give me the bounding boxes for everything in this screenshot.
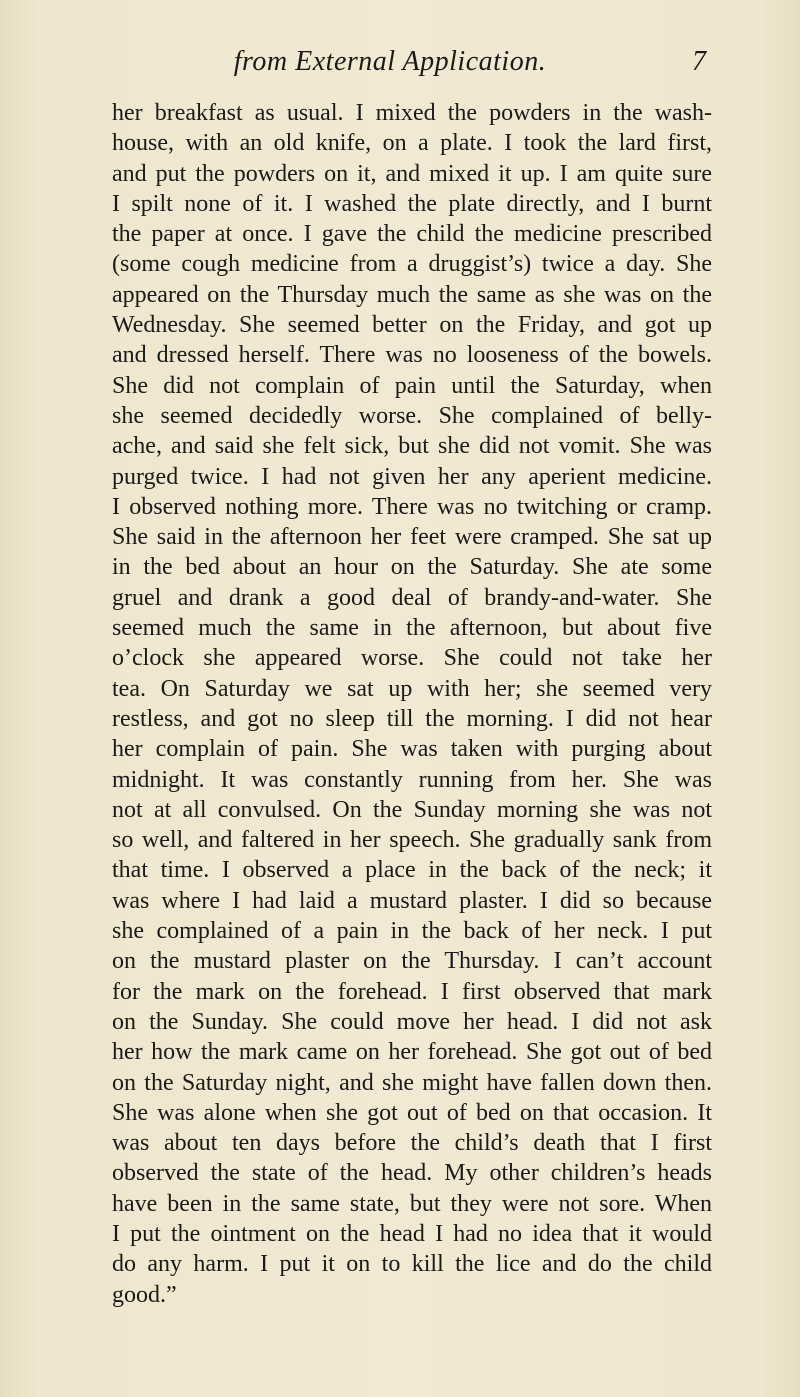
text-line: not at all convulsed. On the Sunday morning she was not xyxy=(112,796,712,823)
text-line: have been in the same state, but they were not sore. When xyxy=(112,1190,712,1217)
text-line: the paper at once. I gave the child the medicine prescribed xyxy=(112,221,712,248)
text-line: was about ten days before the child’s death that I first xyxy=(112,1130,712,1157)
text-line: I observed nothing more. There was no twitching or cramp. xyxy=(112,493,712,520)
text-line: she complained of a pain in the back of her neck. I put xyxy=(112,918,712,945)
text-line: on the Saturday night, and she might have fallen down then. xyxy=(112,1069,712,1096)
text-line: and dressed herself. There was no looseness of the bowels. xyxy=(112,342,712,369)
text-line: on the Sunday. She could move her head. I did not ask xyxy=(112,1008,712,1035)
text-line: observed the state of the head. My other children’s heads xyxy=(112,1160,712,1187)
body-paragraph xyxy=(112,98,712,1310)
text-line: She said in the afternoon her feet were cramped. She sat up xyxy=(112,524,712,551)
text-line: She did not complain of pain until the Saturday, when xyxy=(112,372,712,399)
text-line: do any harm. I put it on to kill the lice and do the child xyxy=(112,1251,712,1278)
text-line: was where I had laid a mustard plaster. I did so because xyxy=(112,887,712,914)
text-line: ache, and said she felt sick, but she did not vomit. She was xyxy=(112,433,712,460)
text-line: I spilt none of it. I washed the plate directly, and I burnt xyxy=(112,190,712,217)
text-line: purged twice. I had not given her any aperient medicine. xyxy=(112,463,712,490)
page-header xyxy=(110,46,706,86)
text-line: and put the powders on it, and mixed it up. I am quite sure xyxy=(112,160,712,187)
text-line: gruel and drank a good deal of brandy-and-water. She xyxy=(112,584,712,611)
text-line: so well, and faltered in her speech. She gradually sank from xyxy=(112,827,712,854)
text-line: her breakfast as usual. I mixed the powders in the wash- xyxy=(112,100,712,126)
text-line: (some cough medicine from a druggist’s) twice a day. She xyxy=(112,251,712,278)
text-line: house, with an old knife, on a plate. I took the lard first, xyxy=(112,130,712,157)
text-line: appeared on the Thursday much the same as she was on the xyxy=(112,281,712,308)
text-line: Wednesday. She seemed better on the Friday, and got up xyxy=(112,312,712,339)
text-line: midnight. It was constantly running from her. She was xyxy=(112,766,712,793)
text-line: seemed much the same in the afternoon, but about five xyxy=(112,615,712,642)
text-line: for the mark on the forehead. I first observed that mark xyxy=(112,978,712,1005)
text-line: on the mustard plaster on the Thursday. I can’t account xyxy=(112,948,712,975)
text-line: o’clock she appeared worse. She could not take her xyxy=(112,645,712,672)
text-line: She was alone when she got out of bed on that occasion. It xyxy=(112,1099,712,1126)
text-line: good.” xyxy=(112,1281,177,1308)
text-line: her how the mark came on her forehead. She got out of bed xyxy=(112,1039,712,1066)
text-line: I put the ointment on the head I had no idea that it would xyxy=(112,1220,712,1247)
text-line: her complain of pain. She was taken with purging about xyxy=(112,736,712,763)
page-number: 7 xyxy=(692,46,706,77)
text-line: in the bed about an hour on the Saturday. She ate some xyxy=(112,554,712,581)
text-line: that time. I observed a place in the back of the neck; it xyxy=(112,857,712,884)
running-title: from External Application. xyxy=(233,46,547,77)
text-line: restless, and got no sleep till the morning. I did not hear xyxy=(112,705,712,732)
text-line: she seemed decidedly worse. She complained of belly- xyxy=(112,402,712,429)
text-line: tea. On Saturday we sat up with her; she seemed very xyxy=(112,675,712,702)
